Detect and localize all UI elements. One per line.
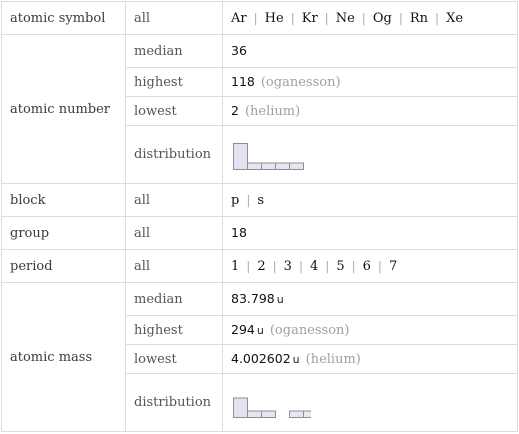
- list-item: Ar: [231, 10, 247, 26]
- value-cell: [223, 345, 518, 374]
- unit: u: [292, 353, 300, 366]
- unit: u: [256, 324, 264, 337]
- histogram-bar: [290, 163, 304, 170]
- list-separator: |: [253, 10, 258, 25]
- subproperty-label: all: [126, 217, 223, 250]
- list-item: Kr: [301, 10, 318, 26]
- distribution-cell: [223, 126, 518, 184]
- subproperty-label: median: [126, 283, 223, 316]
- list-item: 5: [336, 258, 345, 274]
- table-row: [2, 35, 518, 68]
- list-item: s: [257, 192, 265, 208]
- properties-table: [1, 1, 518, 432]
- histogram-bar: [290, 411, 304, 418]
- list-item: Xe: [446, 10, 464, 26]
- histogram-bar: [234, 143, 248, 169]
- list-separator: |: [246, 258, 251, 273]
- list-separator: |: [377, 258, 382, 273]
- list-separator: |: [351, 258, 356, 273]
- property-label: atomic mass: [2, 283, 126, 432]
- table-row: [2, 250, 518, 283]
- subproperty-label: highest: [126, 68, 223, 97]
- value-cell: [223, 68, 518, 97]
- value: 83.798: [231, 291, 275, 306]
- subproperty-label: lowest: [126, 97, 223, 126]
- histogram-bar: [304, 411, 312, 418]
- histogram-bar: [262, 411, 276, 418]
- value-cell: [223, 97, 518, 126]
- subproperty-label: all: [126, 2, 223, 35]
- subproperty-label: lowest: [126, 345, 223, 374]
- subproperty-label: distribution: [126, 126, 223, 184]
- list-item: 7: [388, 258, 398, 274]
- subproperty-label: all: [126, 250, 223, 283]
- subproperty-label: distribution: [126, 374, 223, 432]
- atomic-number-histogram: [231, 131, 311, 175]
- list-item: Og: [372, 10, 392, 26]
- table-row: [2, 217, 518, 250]
- list-separator: |: [272, 258, 277, 273]
- value: 2: [231, 103, 239, 118]
- list-separator: |: [290, 10, 295, 25]
- list-separator: |: [398, 10, 403, 25]
- histogram-bar: [262, 163, 276, 170]
- table-row: [2, 283, 518, 316]
- list-separator: |: [246, 192, 251, 207]
- value-cell: [223, 316, 518, 345]
- property-label: block: [2, 184, 126, 217]
- list-separator: |: [298, 258, 303, 273]
- list-item: 2: [257, 258, 266, 274]
- histogram-bar: [248, 411, 262, 418]
- block-list: [223, 184, 518, 217]
- list-item: Rn: [409, 10, 429, 26]
- histogram-bar: [234, 398, 248, 418]
- value-cell: [223, 35, 518, 68]
- list-separator: |: [361, 10, 366, 25]
- atomic-mass-histogram: [231, 379, 311, 423]
- value-note: (helium): [305, 352, 361, 367]
- list-item: 3: [283, 258, 292, 274]
- table-row: [2, 2, 518, 35]
- value-cell: [223, 217, 518, 250]
- list-separator: |: [435, 10, 440, 25]
- value-note: (helium): [244, 104, 301, 119]
- distribution-cell: [223, 374, 518, 432]
- table-row: [2, 184, 518, 217]
- period-list: [223, 250, 518, 283]
- list-separator: |: [324, 10, 329, 25]
- property-label: period: [2, 250, 126, 283]
- subproperty-label: median: [126, 35, 223, 68]
- list-item: p: [231, 192, 240, 208]
- list-item: 6: [362, 258, 371, 274]
- value-cell: [223, 283, 518, 316]
- list-item: Ne: [335, 10, 355, 26]
- histogram-bar: [276, 163, 290, 170]
- property-label: atomic symbol: [2, 2, 126, 35]
- list-separator: |: [325, 258, 330, 273]
- value: 4.002602: [231, 351, 291, 366]
- value: 18: [231, 225, 247, 240]
- list-item: 1: [231, 258, 240, 274]
- value: 36: [231, 43, 247, 58]
- subproperty-label: all: [126, 184, 223, 217]
- subproperty-label: highest: [126, 316, 223, 345]
- list-item: 4: [309, 258, 319, 274]
- property-label: group: [2, 217, 126, 250]
- value: 118: [231, 74, 255, 89]
- symbol-list: [223, 2, 518, 35]
- value: 294: [231, 322, 255, 337]
- value-note: (oganesson): [269, 323, 350, 338]
- value-note: (oganesson): [260, 75, 341, 90]
- list-item: He: [264, 10, 284, 26]
- property-label: atomic number: [2, 35, 126, 184]
- unit: u: [276, 293, 284, 306]
- histogram-bar: [248, 163, 262, 170]
